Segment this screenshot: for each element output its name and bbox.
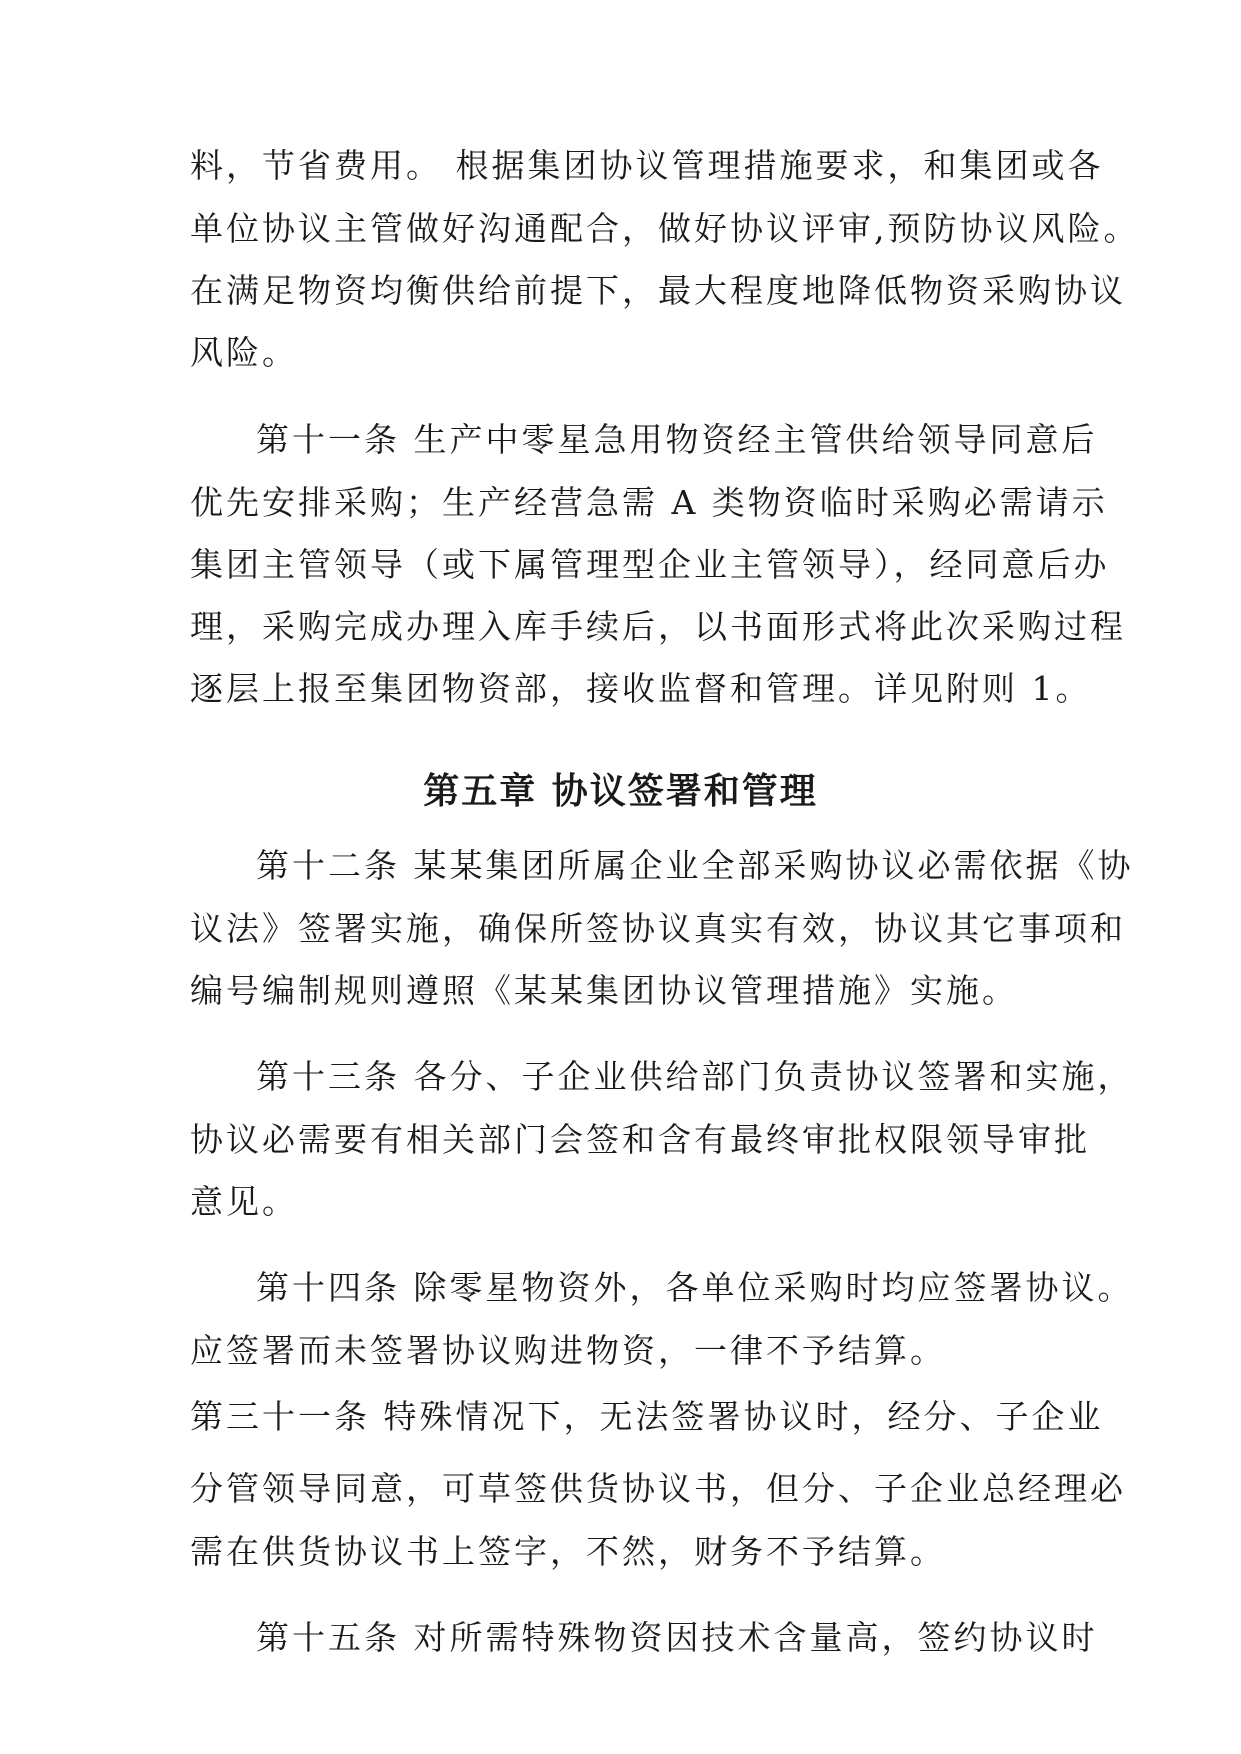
article-11-line: 集团主管领导（或下属管理型企业主管领导），经同意后办 [190,545,1110,584]
article-31-line: 第三十一条 特殊情况下，无法签署协议时，经分、子企业 [190,1397,1104,1436]
article-12-line: 编号编制规则遵照《某某集团协议管理措施》实施。 [190,971,1018,1010]
article-13-line: 第十三条 各分、子企业供给部门负责协议签署和实施， [256,1057,1134,1096]
chapter-heading: 第五章 协议签署和管理 [423,771,818,812]
article-31-line: 分管领导同意，可草签供货协议书，但分、子企业总经理必 [190,1469,1126,1508]
article-11-line: 逐层上报至集团物资部，接收监督和管理。详见附则 1。 [190,669,1092,708]
article-12-line: 议法》签署实施，确保所签协议真实有效，协议其它事项和 [190,909,1126,948]
paragraph-line: 料，节省费用。 根据集团协议管理措施要求，和集团或各 [190,146,1104,185]
paragraph-line: 在满足物资均衡供给前提下，最大程度地降低物资采购协议 [190,271,1126,310]
article-11-line: 理，采购完成办理入库手续后，以书面形式将此次采购过程 [190,607,1126,646]
article-13-line: 协议必需要有相关部门会签和含有最终审批权限领导审批 [190,1120,1090,1159]
article-31-line: 需在供货协议书上签字，不然，财务不予结算。 [190,1532,946,1571]
article-14-line: 应签署而未签署协议购进物资，一律不予结算。 [190,1331,946,1370]
article-15-line: 第十五条 对所需特殊物资因技术含量高，签约协议时 [256,1618,1098,1657]
article-14-line: 第十四条 除零星物资外，各单位采购时均应签署协议。 [256,1268,1134,1307]
paragraph-line: 风险。 [190,333,298,372]
article-11-line: 第十一条 生产中零星急用物资经主管供给领导同意后 [256,420,1098,459]
article-13-line: 意见。 [190,1182,298,1221]
article-11-line: 优先安排采购；生产经营急需 A 类物资临时采购必需请示 [190,483,1108,522]
article-12-line: 第十二条 某某集团所属企业全部采购协议必需依据《协 [256,846,1134,885]
paragraph-line: 单位协议主管做好沟通配合，做好协议评审,预防协议风险。 [190,209,1140,248]
